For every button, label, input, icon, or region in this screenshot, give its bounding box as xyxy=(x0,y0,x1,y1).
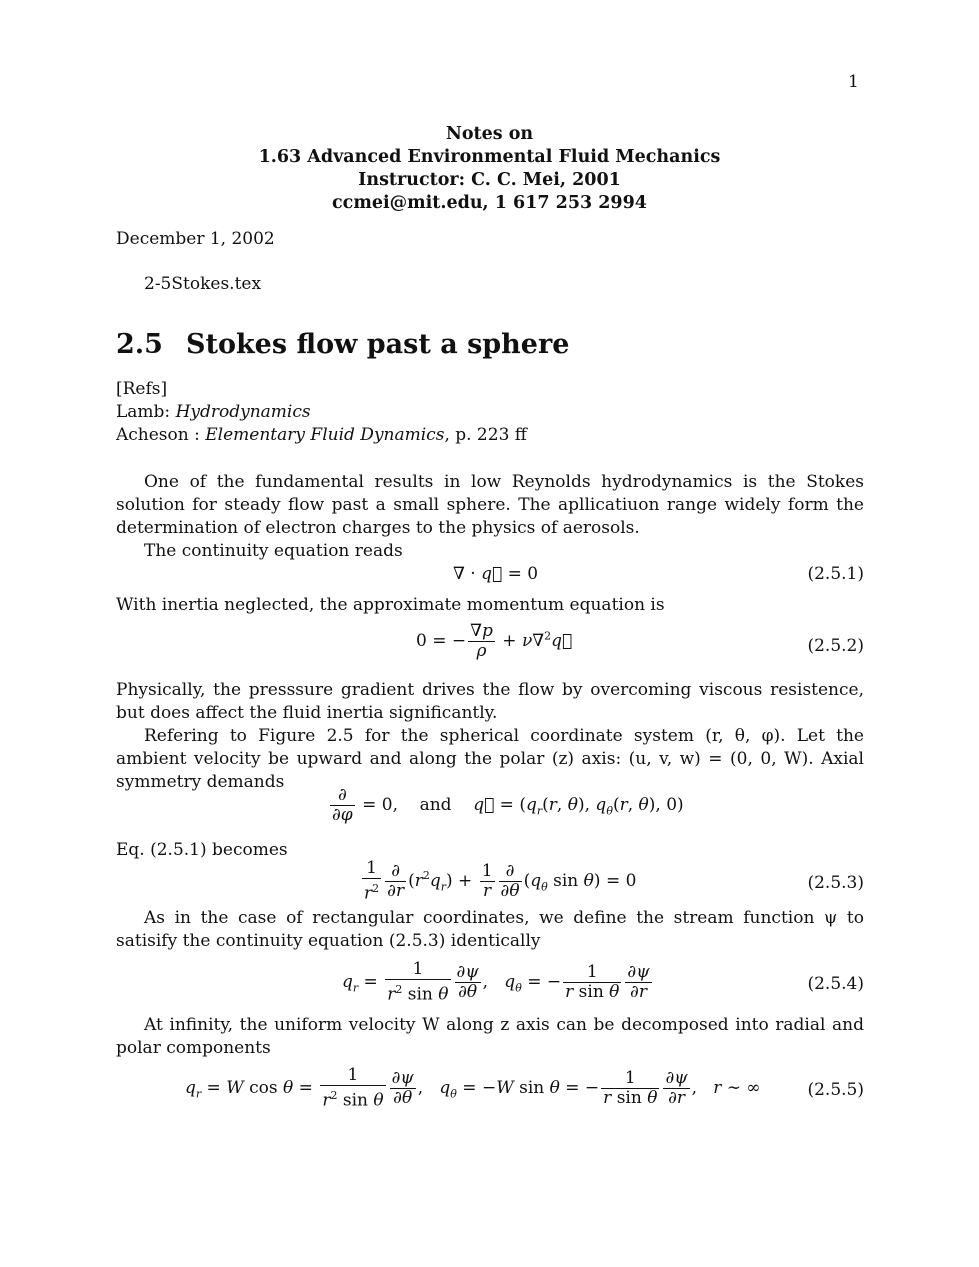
header-instructor: Instructor: C. C. Mei, 2001 xyxy=(358,170,621,190)
equation-2-5-5: $q_r = W$ cos θ = $\frac{1}{r^2 \sin \theta}$ $\frac{\partial\psi}{\partial\theta}$ , $q_\theta = -W$ sin θ = − $\frac{1}{\text{r sin θ}}$ $\frac{\partial\psi}{\partial r}$ , r ∼ ∞ xyxy=(185,1065,761,1111)
equation-number: (2.5.2) xyxy=(807,636,864,656)
equation-2-5-1: ∇ · q⃗ = 0 xyxy=(453,564,539,584)
paragraph-continuity: The continuity equation reads xyxy=(144,541,403,561)
paragraph-coordinates: Refering to Figure 2.5 for the spherical coordinate system (r, θ, φ). Let the ambient velocity be upward and along the polar (z) axis: (u, v, w) = (0, 0, W). Axial symmetry demands xyxy=(116,726,864,792)
equation-axial-symmetry: ∂ ∂φ = 0, and q⃗ = ($q_r(r$, θ), $q_\theta(r$, θ), 0) xyxy=(332,785,684,825)
reference-title: Elementary Fluid Dynamics xyxy=(205,425,445,445)
equation-2-5-4: $q_r$ = $\frac{1}{r^2 \sin \theta}$ $\frac{\partial\psi}{\partial\theta}$ , $q_\theta$ = − $\frac{1}{\text{r sin θ}}$ $\frac{\partial\psi}{\partial r}$ xyxy=(342,959,650,1005)
header-contact: ccmei@mit.edu, 1 617 253 2994 xyxy=(332,193,647,213)
paragraph-pressure: Physically, the presssure gradient drives the flow by overcoming viscous resistence, but does affect the fluid inertia significantly. xyxy=(116,680,864,723)
section-number: 2.5 xyxy=(116,329,163,360)
equation-number: (2.5.3) xyxy=(807,873,864,893)
paragraph-infinity: At infinity, the uniform velocity W along z axis can be decomposed into radial and polar components xyxy=(116,1015,864,1058)
reference-acheson: Acheson : Elementary Fluid Dynamics, p. 223 ff xyxy=(116,425,527,445)
equation-number: (2.5.4) xyxy=(807,974,864,994)
paragraph-becomes: Eq. (2.5.1) becomes xyxy=(116,840,288,860)
source-filename: 2-5Stokes.tex xyxy=(144,274,262,294)
equation-2-5-3: $\frac{1}{r^2}$ ∂ ∂r $(r^2q_r)$ + $\frac{1}{r}$ ∂ ∂θ ($q_\theta$ sin θ) = 0 xyxy=(364,858,637,904)
equation-number: (2.5.1) xyxy=(807,564,864,584)
paragraph-intro: One of the fundamental results in low Reynolds hydrodynamics is the Stokes solution for steady flow past a small sphere. The apllicatiuon range widely form the determination of electron charges to the physics of aerosols. xyxy=(116,472,864,538)
reference-lamb: Lamb: Hydrodynamics xyxy=(116,402,311,422)
equation-2-5-2: 0 = − $\frac{\nabla p}{\rho}$ + ν∇$^2$q⃗ xyxy=(416,621,573,661)
page-number: 1 xyxy=(848,72,859,92)
document-date: December 1, 2002 xyxy=(116,229,275,249)
section-title: Stokes flow past a sphere xyxy=(186,329,570,360)
reference-title: Hydrodynamics xyxy=(175,402,311,422)
paragraph-stream-function: As in the case of rectangular coordinates, we define the stream function ψ to satisify the continuity equation (2.5.3) identically xyxy=(116,908,864,951)
header-line-1: Notes on xyxy=(445,124,534,144)
paragraph-momentum: With inertia neglected, the approximate momentum equation is xyxy=(116,595,665,615)
section-heading xyxy=(116,329,569,360)
refs-label: [Refs] xyxy=(116,379,168,399)
equation-number: (2.5.5) xyxy=(807,1080,864,1100)
references-block xyxy=(116,378,527,447)
header-course-title: 1.63 Advanced Environmental Fluid Mechanics xyxy=(258,147,721,167)
